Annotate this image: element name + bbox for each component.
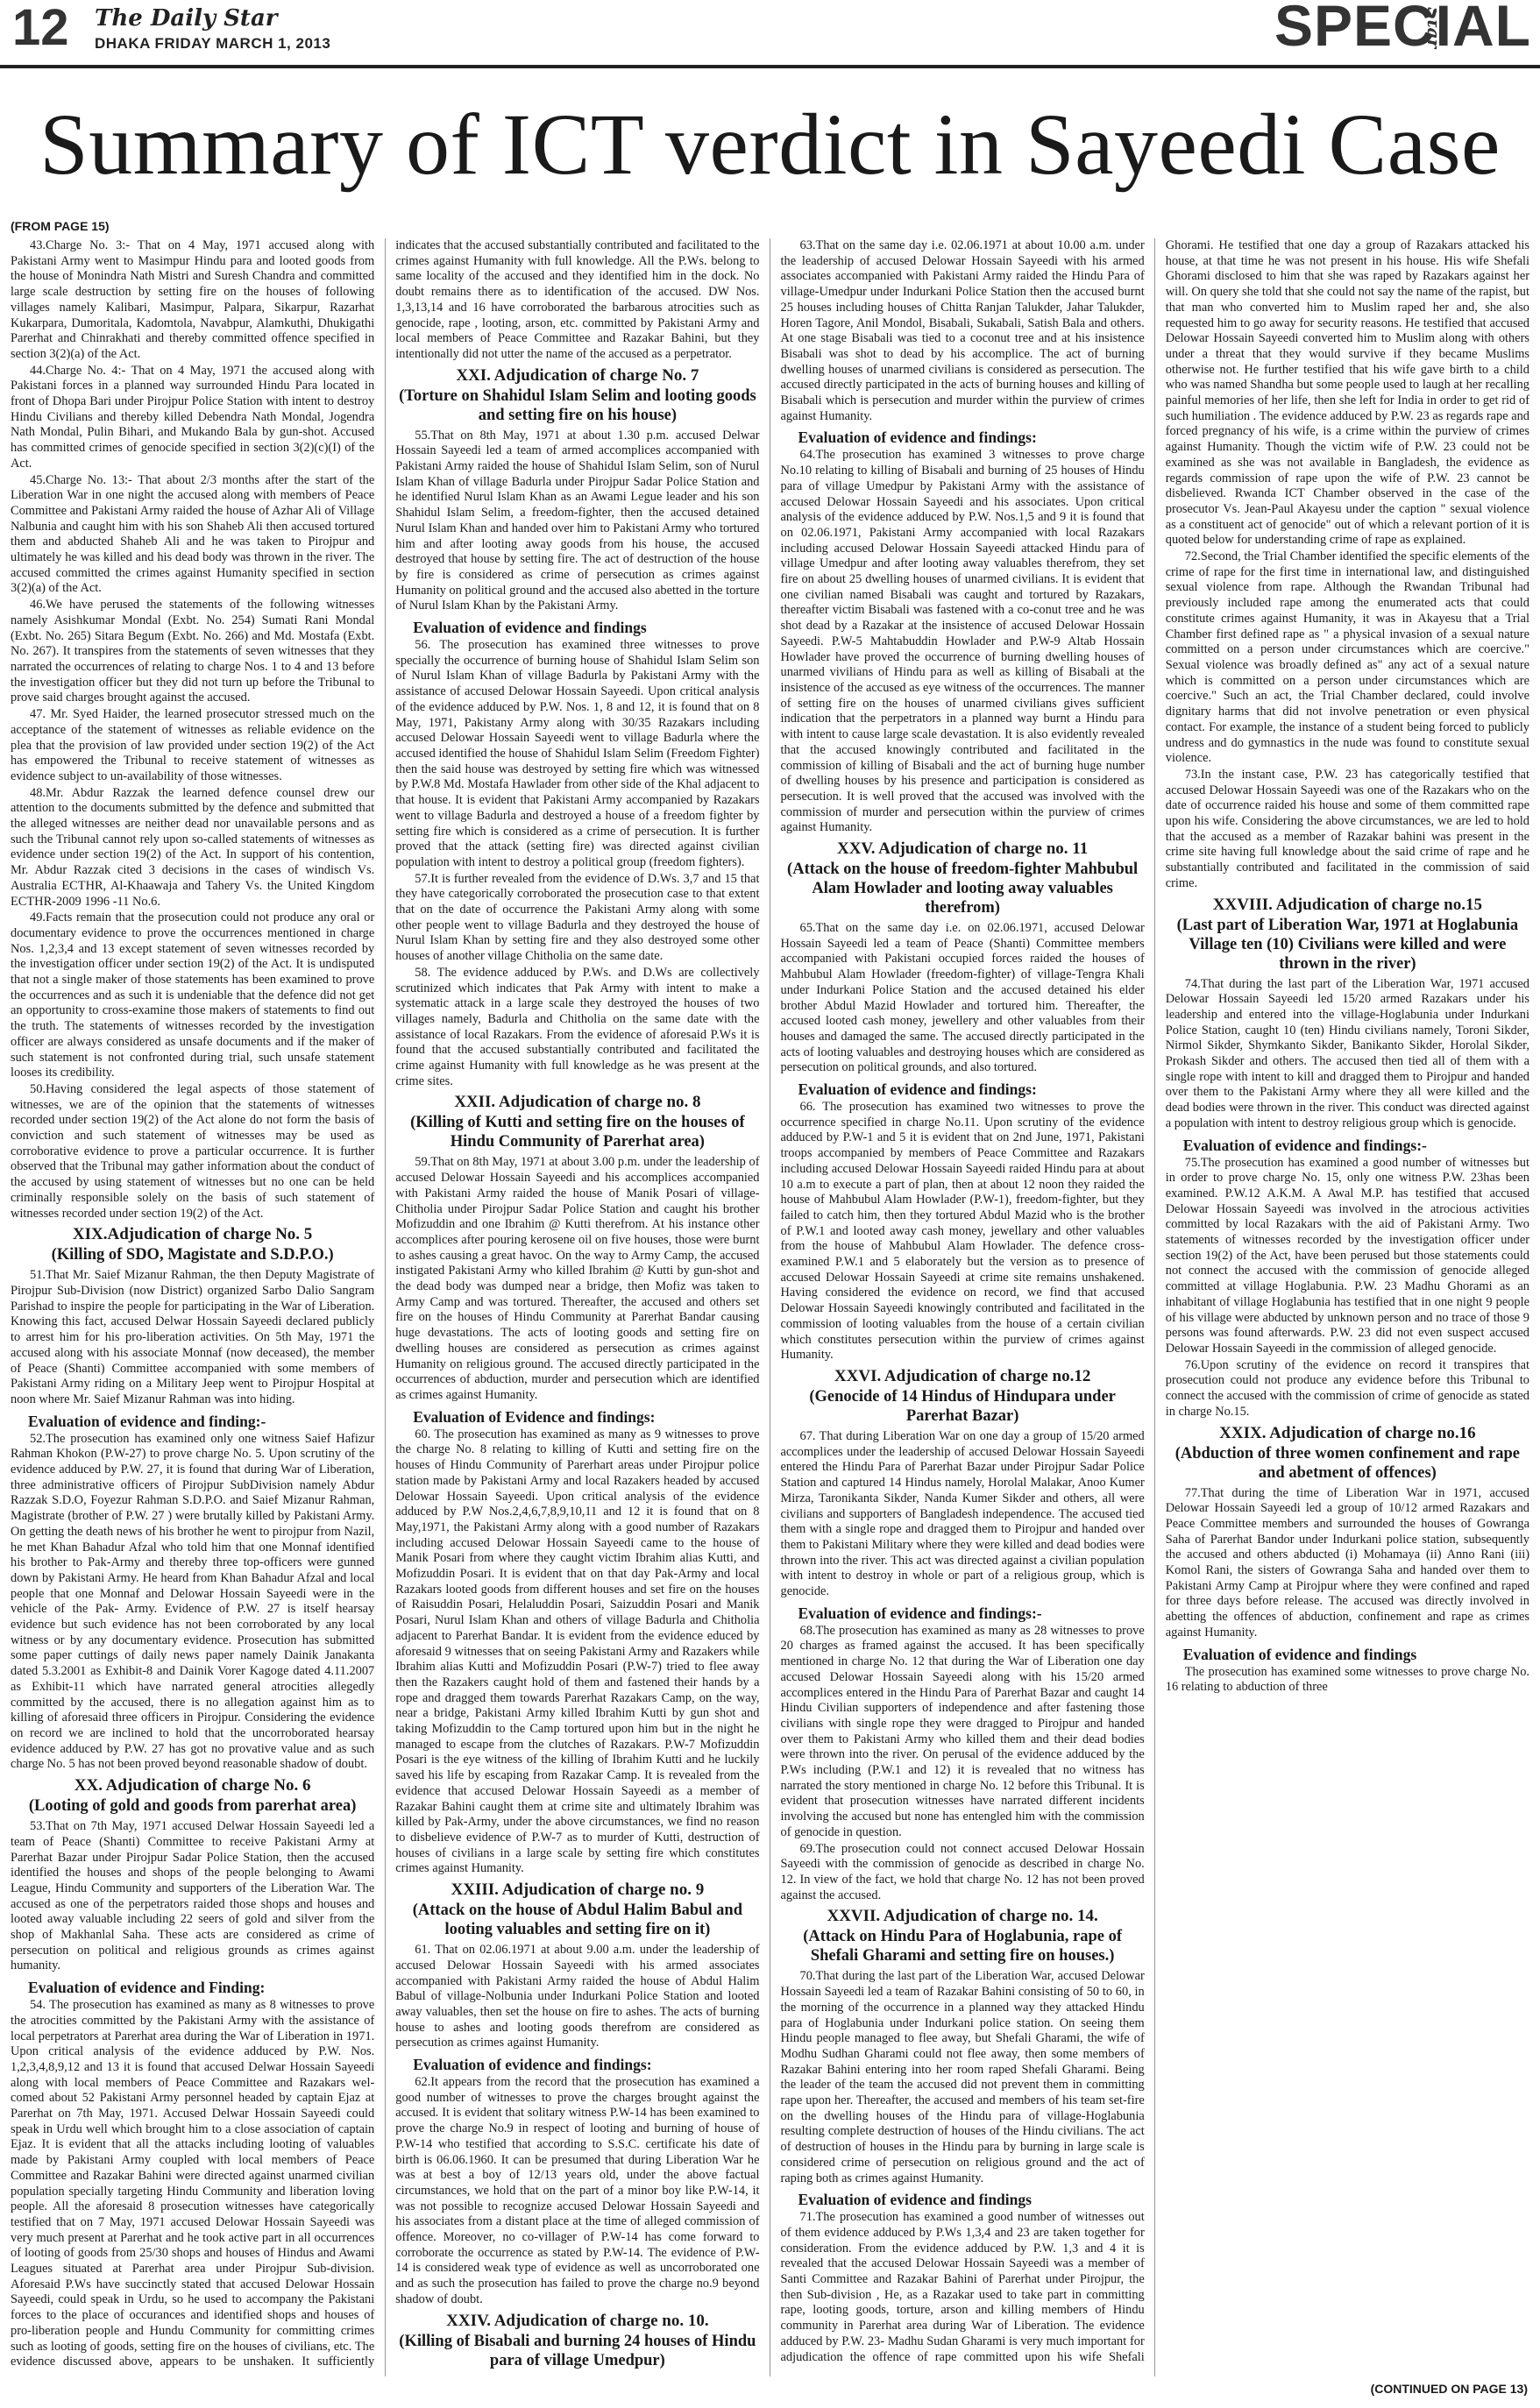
from-page-note: (FROM PAGE 15)	[11, 219, 110, 233]
paragraph: 58. The evidence adduced by P.Ws. and D.Ws are collectively scrutinized which indicates that Pak Army with intent to make a systematic attack in a large scale they destroyed the houses of two villages namely, Badurla and Chitholia on the same date with the assistance of local Razakars. From the evidence of aforesaid P.Ws it is found that the accused substantially contributed and facilitated the crime against Humanity with full knowledge as he was present at the crime sites.	[395, 965, 760, 1088]
section-heading: XXIII. Adjudication of charge no. 9	[451, 1880, 705, 1900]
paragraph: 64.The prosecution has examined 3 witnesses to prove charge No.10 relating to killing of Bisabali and burning of 25 houses of Hindu para of village Umedpur by Pakistani Army with the assistance of accused Delowar Hossain Sayeedi and his associates. Upon critical analysis of the evidence adduced by P.W. Nos.1,5 and 9 it is found that on 02.06.1971, Pakistani Army accompanied with local Razakars including accused Delowar Hossain Sayeedi attacked Hindu para of village Umedpur and after looting away valuables therefrom, they set fire on about 25 dwelling houses of unarmed civilians. It is evident that one civilian named Bisabali was caught and tortured by Razakars, thereafter victim Bisabali was fastened with a co-conut tree and he was shot dead by a Razakar at the insistence of accused Delowar Hossain Sayeedi. P.W-5 Mahtabuddin Howlader and P.W-9 Altab Hossain Howlader have proved the occurrence of burning dwelling houses of unarmed vivilians of Hindu para as well as killing of Bisabali at the insistence of the accused as eye witness of the occurrences. The manner of setting fire on the houses of unarmed civilians gives sufficient indication that the perpetrators in a planned way burnt a Hindu para with intent to cause large scale devastation. It is also evidently revealed that the accused knowingly contributed and facilitated in the commission of killing of Bisabali and the act of burning huge number of dwelling houses by his presence and participation is considered as persecution. It is well proved that the accused was involved with the commission of murder and persecution within the purview of crimes against Humanity.	[780, 448, 1145, 835]
paragraph: 47. Mr. Syed Haider, the learned prosecutor stressed much on the acceptance of the statement of witnesses as reliable evidence on the plea that the provision of law provided under section 19(2) of the Act has empowered the Tribunal to receive statement of witnesses as evidence subject to un-availability of those witnesses.	[11, 707, 375, 783]
paragraph: 76.Upon scrutiny of the evidence on record it transpires that prosecution could not produce any evidence before this Tribunal to connect the accused with the commission of crime of genocide as stated in charge No.15.	[1165, 1357, 1529, 1419]
paragraph: 70.That during the last part of the Liberation War, accused Delowar Hossain Sayeedi led a team of Razakar Bahini consisting of 50 to 60, in the morning of the occurrence in a planned way they attacked Hindu para of Hoglabunia under Indurkani police station. On seeing them Hindu people managed to flee away, but Shefali Gharami, the wife of Modhu Sudhan Gharami could not flee away, then some members of Razakar Bahini entering into her room raped Shefali Gharami. Being the leader of the team the accused did not prevent them in committing rape upon her. Thereafter, the accused and members of his team set-fire on the dwelling houses of the Hindu para of village-Hoglabunia resulting complete destruction of houses of the Hindu civilians. The act of destruction of houses in the Hindu para by burning in large scale is considered crime of persecution on religious ground and the act of raping both as crimes against Humanity.	[780, 1969, 1145, 2185]
paragraph: 73.In the instant case, P.W. 23 has categorically testified that accused Delowar Hossain Sayeedi was one of the Razakars who on the date of occurrence raided his house and some of them committed rape upon his wife. Considering the above circumstances, we are led to hold that the accused as a member of Razakar bahini was present in the crime site having full knowledge about the said crime of rape and he substantially contributed and facilitated in the commission of said crime.	[1165, 767, 1529, 890]
paragraph: 61. That on 02.06.1971 at about 9.00 a.m. under the leadership of accused Delowar Hossain Sayeedi with his armed associates accompanied with Pakistani Army raided the house of Abdul Halim Babul of village-Nolbunia under Indurkani Police Station and looted away valuables, then set the house on fire to ashes. The acts of burning house to ashes and looting goods therefrom are considered as persecution as crimes against Humanity.	[395, 1943, 760, 2050]
masthead-rule	[0, 65, 1540, 68]
paragraph: 69.The prosecution could not connect accused Delowar Hossain Sayeedi with the commission of genocide as described in charge No. 12. In view of the fact, we hold that charge No. 12 has not been proved against the accused.	[780, 1841, 1145, 1902]
evaluation-heading: Evaluation of evidence and findings:	[798, 428, 1037, 447]
paragraph: 77.That during the time of Liberation War in 1971, accused Delowar Hossain Sayeedi led a group of 10/12 armed Razakars and Peace Committee members and surrounded the houses of Gowranga Saha of Parerhat Bandor under Indurkani police station, subsequently the accused and others abducted (i) Mohamaya (ii) Anno Rani (iii) Komol Rani, the sisters of Gowranga Saha and handed over them to Pakistani Army Camp at Pirojpur where they were confined and raped for three days before release. The accused was directly involved in abetting the offences of abduction, confinement and rape as crimes against Humanity.	[1165, 1485, 1529, 1640]
evaluation-heading: Evaluation of evidence and Finding:	[28, 1979, 266, 1997]
paragraph: 45.Charge No. 13:- That about 2/3 months after the start of the Liberation War in one night the accused along with members of Peace Committee and Pakistani Army raided the house of Azhar Ali of Village Nalbunia and caught him with his son Shaheb Ali then accused tortured them and abducted Shaheb Ali and he was taken to Pirojpur and ultimately he was killed and his dead body was thrown in the river. The accused committed the crimes against Humanity specified in section 3(2)(a) of the Act.	[11, 472, 375, 596]
paragraph: 49.Facts remain that the prosecution could not produce any oral or documentary evidence to prove the occurrences mentioned in charge Nos. 1,2,3,4 and 13 except statement of seven witnesses recorded by the investigation officer under section 19(2) of the Act. It is undisputed that not a single maker of those statements has been examined to prove the occurrences and as such it is undeniable that the defence did not get an opportunity to cross-examine those makers of statements to find out the truth. The statements of witnesses recorded by the investigation officer are always considered as unsafe documents and if the maker of such statement is not confronted during trial, such unsafe statement looses its credibility.	[11, 910, 375, 1080]
paragraph: 44.Charge No. 4:- That on 4 May, 1971 the accused along with Pakistani forces in a planned way surrounded Hindu Para located in front of Dhopa Bari under Pirojpur Police Station with intent to destroy Hindu Civilians and thereby killed Debendra Nath Mondal, Jogendra Nath Mondal, Pulin Bihari, and Mukando Bala by gun-shot. Accused has committed crimes of genocide specified in section 3(2)(c)(I) of the Act.	[11, 363, 375, 471]
page-number: 12	[12, 0, 69, 56]
section-subheading: (Last part of Liberation War, 1971 at Hoglabunia Village ten (10) Civilians were killed and were thrown in the river)	[1176, 916, 1519, 973]
paragraph: 72.Second, the Trial Chamber identified the specific elements of the crime of rape for the first time in international law, and distinguished sexual violence from rape. Although the Rwandan Tribunal had previously included rape among the enumerated acts that could constitute crimes against Humanity, it was in Akayesu that a Trial Chamber first defined rape as " a physical invasion of a sexual nature committed on a person under circumstances which are coercive." Sexual violence was broadly defined as" any act of a sexual nature which is committed on a person under circumstances which are coercive." Such an act, the Trial Chamber declared, could involve dignitary harms that did not involve penetration or even physical contact. For example, the instance of a student being forced to publicly undress and do gymnastics in the nude was found to constitute sexual violence.	[1165, 549, 1529, 766]
evaluation-heading: Evaluation of evidence and findings:	[413, 2056, 652, 2074]
paragraph: 65.That on the same day i.e. on 02.06.1971, accused Delowar Hossain Sayeedi led a team of Peace (Shanti) Committee members accompanied with Pakistani occupied forces raided the houses of Mahbubul Alam Howlader (freedom-fighter) of village-Tengra Khali under Indurkani Police Station and the accused detained his elder brother Abdul Mazid Howlader and tortured him. Thereafter, the accused looted cash money, jewellery and other valuables from their houses and damaged the same. The accused directly participated in the acts of looting valuables and destroying houses which are considered as persecution on political grounds, and also tortured.	[780, 921, 1145, 1075]
paragraph: 62.It appears from the record that the prosecution has examined a good number of witnesses to prove the charges brought against the accused. It is evident that solitary witness P.W-14 has been examined to prove the charge No.9 in respect of looting and burning of house of P.W-14 who testified that according to S.S.C. certificate his date of birth is 06.06.1960. It can be presumed that during Liberation War he was at best a boy of 12/13 years old, under the above factual circumstances, we hold that on the part of a minor boy like P.W-14, it was not possible to recognize accused Delowar Hossain Sayeedi and his associates from a distant place at the time of alleged commission of offence. Moreover, no co-villager of P.W-14 has come forward to corroborate the occurrence as stated by P.W-14. The evidence of P.W-14 is considered weak type of evidence as well as uncorroborated one and as such the prosecution has failed to prove the charge no.9 beyond shadow of doubt.	[395, 2075, 760, 2306]
section-heading: XXV. Adjudication of charge no. 11	[836, 839, 1089, 859]
paragraph: 74.That during the last part of the Liberation War, 1971 accused Delowar Hossain Sayeedi led 15/20 armed Razakars under his leadership and entered into the village-Hoglabunia under Indurkani Police Station, caught 10 (ten) Hindu civilians namely, Toroni Sikder, Nirmol Sikder, Shymkanto Sikder, Banikanto Sikder, Horolal Sikder, Prokash Sikder and others. The accused then tied all of them with a single rope with intent to kill and dragged them to Pirojpur and handed over them to the Pakistani Army where they all were killed and the dead bodies were thrown in the river. This conduct was directed against a population with intent to destroy religious group which is genocide.	[1165, 976, 1529, 1130]
paragraph: 51.That Mr. Saief Mizanur Rahman, the then Deputy Magistrate of Pirojpur Sub-Division (now District) organized Sarbo Dalio Sangram Parishad to inspire the people for participating in the War of Liberation. Knowing this fact, accused Delwar Hossain Sayeedi declared publicly to arrest him for his pro-liberation activities. On 5th May, 1971 the accused along with his associate Monnaf (now deceased), the member of Peace (Shanti) Committee accompanied with some members of Pakistani Army riding on a Military Jeep went to Pirojpur Hospital at noon where Mr. Saief Mizanur Rahman was into hiding.	[11, 1268, 375, 1406]
paragraph: 63.That on the same day i.e. 02.06.1971 at about 10.00 a.m. under the leadership of accused Delowar Hossain Sayeedi with his armed associates accompanied with Pakistani Army raided the Hindu Para of village-Umedpur under Indurkani Police Station then the accused burnt 25 houses including houses of Chitta Ranjan Talukder, Jahar Talukder, Horen Tagore, Anil Mondol, Bisabali, Sukabali, Satish Bala and others. At one stage Bisabali was tied to a coconut tree and at his insistence Bisabali was shot to dead by his accomplice. The act of burning dwelling houses of unarmed civilians is considered as persecution. The accused directly participated in the acts of burning houses and killing of Bisabali which is persecution and murder within the purview of crimes against Humanity.	[780, 238, 1145, 423]
evaluation-heading: Evaluation of Evidence and findings:	[413, 1407, 656, 1426]
continued-note: (CONTINUED ON PAGE 13)	[1370, 2382, 1528, 2396]
paragraph: 53.That on 7th May, 1971 accused Delwar Hossain Sayeedi led a team of Peace (Shanti) Committee to receive Pakistani Army at Parerhat Bazar under Pirojpur Sadar Police Station, then the accused identified the houses and shops of the people belonging to Awami League, Hindu Community and supporters of the Liberation War. The accused as one of the perpetrators raided those shops and houses and looted away valuable including 22 seers of gold and silver from the shop of Makhanlal Saha. These acts are considered as crime of persecution on political and religious grounds as crimes against humanity.	[11, 1819, 375, 1973]
paragraph: 71.The prosecution has examined a good number of witnesses out of them evidence adduced by P.Ws 1,3,4 and 23 are taken together for consideration. From the evidence adduced by P.W. 1,3 and 4 it is revealed that the accused Delowar Hossain Sayeedi was a member of Santi Committee and Razakar Bahini of Parerhat under Pirojpur, the then Sub-division , He, as a Razakar used to take part in committing rape, looting goods, torture, arson and killing members of Hindu community in Parerhat area during War of Liberation. The evidence adduced by P.W. 23- Madhu Sudan Gharami is very much important for adjudication the offence of rape committed upon his wife Shefali Ghorami. He testified that one day a group of Razakars attacked his house, at that time he was not present in his house. His wife Shefali Ghorami disclosed to him that she was raped by Razakars against her will. On query she told that she could not say the name of the rapist, but that man who converted him to Muslim raped her and, she also requested him to go away for security reasons. He testified that accused Delowar Hossain Sayeedi converted him to Muslim along with others under a threat that they would survive if they became Muslims otherwise not. He further testified that his wife gave birth to a child who was named Shandha but some people used to laugh at her recalling painful memories of her life, then she left for India in order to get rid of such humiliation . The evidence adduced by P.W. 23 as regards rape and forced pregnancy of his wife, is a crime within the purview of crimes against Humanity. Though the victim wife of P.W. 23 could not be examined as she was not available in Bangladesh, the evidence as regards commission of rape upon the wife of P.W. 23 cannot be disbelieved. Rwanda ICT Chamber observed in the case of the prosecutor Vs. Jean-Paul Akayesu under the caption " sexual violence as a constituent act of genocide" out of which a relevant portion of it is quoted below for understanding crime of rape as explained.	[780, 238, 1529, 2364]
paragraph: 43.Charge No. 3:- That on 4 May, 1971 accused along with Pakistani Army went to Masimpur Hindu para and looted goods from the house of Monindra Nath Mistri and Suresh Chandra and committed large scale destruction by setting fire on the houses of following villages namely Kalibari, Masimpur, Palpara, Sikarpur, Razarhat Kukarpara, Dumoritala, Kadomtola, Navabpur, Alamkuthi, Dhukigathi Parerhat and Chinrakhati and thereby committed offence specified in section 3(2)(a) of the Act.	[11, 238, 375, 361]
evaluation-heading: Evaluation of evidence and findings	[798, 2191, 1032, 2209]
paragraph: 66. The prosecution has examined two witnesses to prove the occurrence specified in charge No.11. Upon scrutiny of the evidence adduced by P.W-1 and 5 it is evident that on 2nd June, 1971, Pakistani troops accompanied by members of Peace Committee and Razakars including accused Delowar Hossain Sayeedi raided Hindu para at about 10 a.m to execute a part of plan, then at about 12 noon they raided the house of Mahbubul Alam Howlader (P.W-1), freedom-fighter, but they failed to catch him, then they tortured Abdul Mazid who is the brother of P.W.1 and looted away cash money, jewellary and other valuables from the house of Mahbubul Alam Howlader. The defence cross-examined P.W.1 and 5 elaborately but the version as to presence of accused Delowar Hossain Sayeedi at crime site remains unshakened. Having considered the evidence on record, we find that accused Delowar Hossain Sayeedi knowingly contributed and facilitated in the commission of looting valuables from the house of a certain civilian which constitutes persecution within the purview of crimes against Humanity.	[780, 1100, 1145, 1363]
article-body	[11, 238, 1529, 2376]
paragraph: The prosecution has examined some witnesses to prove charge No. 16 relating to abduction of three	[1165, 1664, 1529, 1695]
paragraph: 54. The prosecution has examined as many as 8 witnesses to prove the atrocities committed by the Pakistani Army with the assistance of local perpetrators at Parerhat area during the War of Liberation in 1971. Upon critical analysis of the evidence adduced by P.W. Nos. 1,2,3,4,8,9,12 and 13 it is found that accused Delwar Hossain Sayeedi along with local members of Peace Committee and Razakars wel-comed about 52 Pakistani Army personnel headed by captain Ejaz at Parerhat on 7th May, 1971. Accused Delwar Hossain Sayeedi could speak in Urdu well which brought him to a close association of captain Ejaz. It is evident that all the attacks including looting of valuables made by Pakistani Army coupled with local members of Peace Committee and Razakar Bahini were directed against unarmed civilian population specially targeting Hindu Community and liberation loving people. All the aforesaid 8 prosecution witnesses have categorically testified that on 7 May, 1971 accused Delowar Hossain Sayeedi was very much present at Parerhat and he took active part in all occurrences of looting of goods from 25/30 shops and houses of Hindus and Awami Leagues situated at Parerhat area under Pirojpur Sub-division. Aforesaid P.Ws have succinctly stated that accused Delowar Hossain Sayeedi, could speak in Urdu, so he used to accompany the Pakistani forces to the place of occurances and identified shops and houses of pro-liberation people and Hundu Community for committing crimes such as looting of goods, setting fire on the houses of civilians, etc. The evidence discussed above, appears to be unshaken. It sufficiently indicates that the accused substantially contributed and facilitated to the crimes against Humanity with full knowledge. All the P.Ws. belong to same locality of the accused and they identified him in the dock. No doubt remains there as to identification of the accused. DW Nos. 1,3,13,14 and 16 have corroborated the barbarous atrocities such as genocide, rape , looting, arson, etc. committed by Pakistani Army and local members of Peace Committee and Razakar Bahini, but they intentionally did not utter the name of the accused as a perpetrator.	[11, 238, 760, 2369]
section-subheading: (Genocide of 14 Hindus of Hindupara under Parerhat Bazar)	[809, 1388, 1116, 1425]
paragraph: 67. That during Liberation War on one day a group of 15/20 armed accomplices under the leadership of accused Delowar Hossain Sayeedi entered the Hindu Para of Parerhat Bazar under Pirojpur Sadar Police Station and captured 14 Hindus namely, Horolal Malakar, Anoo Kumer Mirza, Taronikanta Sikder, Nanda Kumer Sikder and others, all were civilians and supporters of Bangladesh independence. The accused tied them with a single rope and dragged them to Pirojpur and handed over them to Pakistani Military where they were killed and dead bodies were thrown into the river. This act was directed against a civilian population with intent to destroy in whole or part of a religious group, which is genocide.	[780, 1429, 1145, 1599]
section-heading: XXVI. Adjudication of charge no.12	[834, 1367, 1091, 1385]
evaluation-heading: Evaluation of evidence and findings	[413, 619, 647, 637]
section-heading: XXI. Adjudication of charge No. 7	[456, 365, 699, 385]
section-heading: XXVII. Adjudication of charge no. 14.	[827, 1907, 1098, 1926]
paragraph: 59.That on 8th May, 1971 at about 3.00 p.m. under the leadership of accused Delowar Hossain Sayeedi and his accomplices accompanied with Pakistani Army raided the house of Manik Posari of village-Chitholia under Pirojpur Sadar Police Station and caught his brother Mofizuddin and one Ibrahim @ Kutti therefrom. At his instance other accomplices after pouring kerosene oil on five houses, those were burnt to ashes causing a great havoc. On the way to Army Camp, the accused instigated Pakistani Army who killed Ibrahim @ Kutti by gun-shot and the dead body was dumped near a bridge, then Mofiz was taken to Army Camp and was tortured. Thereafter, the accused and others set fire on the houses of Hindu Community at Parerhat Bandar causing huge devastations. The acts of looting goods and setting fire on dwelling houses are considered as persecution as crimes against Humanity on religious ground. The accused directly participated in the occurrences of abduction, murder and persecution which are identified as crimes against Humanity.	[395, 1155, 760, 1402]
svg-text:Star: Star	[1423, 7, 1437, 49]
evaluation-heading: Evaluation of evidence and finding:-	[28, 1412, 266, 1430]
dateline: DHAKA FRIDAY MARCH 1, 2013	[95, 35, 331, 52]
paragraph: 56. The prosecution has examined three witnesses to prove specially the occurrence of burning house of Shahidul Islam Selim son of Nurul Islam Khan of village Badurla by Pakistani Army with the assistance of accused Delowar Hossain Sayeedi. Upon critical analysis of the evidence adduced by P.W. Nos. 1, 8 and 12, it is found that on 8 May, 1971, Pakistany Army along with 30/35 Razakars including accused Delowar Hossain Sayeedi went to village Badurla where the accused identified the house of Shahidul Islam Selim (Freedom Fighter) then the said house was destroyed by setting fire which was witnessed by P.W.8 Md. Mostafa Hawlader from other side of the Khal adjacent to that house. It is evident that Pakistani Army accompanied by Razakars went to village Badurla and destroyed a house of a freedom fighter by setting fire which is considered as a crime of persecution. It is further proved that the attack (setting fire) was directed against civilian population with intent to destroy a political group (freedom fighters).	[395, 638, 760, 869]
evaluation-heading: Evaluation of evidence and findings	[1182, 1645, 1417, 1663]
section-heading: XXVIII. Adjudication of charge no.15	[1212, 895, 1482, 914]
section-heading: XX. Adjudication of charge No. 6	[74, 1776, 311, 1795]
evaluation-heading: Evaluation of evidence and findings:-	[1182, 1136, 1427, 1154]
paragraph: 75.The prosecution has examined a good number of witnesses but in order to prove charge No. 15, only one witness P.W. 23has been examined. P.W.12 A.K.M. A Awal M.P. has testified that accused Delowar Hossain Sayeedi was involved in the atrocious activities committed by local Razakars with the aid of Pakistani Army. Two statements of witnesses recorded by the investigation officer under section 19(2) of the Act, have been perused but those statements could not connect the accused with the commission of genocide alleged committed at village Hoglabunia. P.W. 23 Madhu Ghorami as an inhabitant of village Hoglabunia has testified that in one night 9 people of his village were abducted by unknown person and no trace of those 9 persons was found afterwards. P.W. 23 did not even suspect accused Delowar Hossain Sayeedi in the commission of alleged genocide.	[1165, 1155, 1529, 1356]
section-title: SPECIAL	[1274, 0, 1531, 58]
section-heading: XXIV. Adjudication of charge no. 10.	[446, 2311, 709, 2330]
paragraph: 55.That on 8th May, 1971 at about 1.30 p.m. accused Delwar Hossain Sayeedi led a team of armed accomplices accompanied with Pakistani Army raided the house of Shahidul Islam Selim, son of Nurul Islam Khan of village Badurla under Pirojpur Sadar Police Station and he identified Nurul Islam Khan as an Awami Legue leader and his son Shahidul Islam Selim, a freedom-fighter, then the accused detained Nurul Islam Khan and handed over him to Pakistani Army who tortured him and after looting away goods from his house, the accused destroyed that house by setting fire. The act of destruction of the house by fire is considered as crime of persecution as crimes against Humanity on political ground and the accused also abetted in the torture of Nurul Islam Khan by the Pakistani Army.	[395, 428, 760, 613]
evaluation-heading: Evaluation of evidence and findings:	[798, 1080, 1037, 1099]
section-heading: XIX.Adjudication of charge No. 5	[72, 1225, 313, 1244]
section-subheading: (Abduction of three women confinement and rape and abetment of offences)	[1175, 1444, 1521, 1482]
section-subheading: (Killing of Bisabali and burning 24 houses of Hindu para of village Umedpur)	[399, 2332, 756, 2369]
paragraph: 52.The prosecution has examined only one witness Saief Hafizur Rahman Khokon (P.W-27) to prove charge No. 5. Upon scrutiny of the evidence adduced by P.W. 27, it is found that during War of Liberation, three administrative officers of Pirojpur SubDivision namely Abdur Razzak S.D.O, Foyezur Rahman S.D.P.O. and Saief Mizanur Rahman, Magistrate (brother of P.W. 27 ) were brutally killed by Pakistani Army. On getting the death news of his brother he went to pirojpur from Nazil, he met Khan Bahadur Afzal who told him that one Monnaf identified his brother to Pak-Army and thereby three top-officers were gunned down by Pakistani Army. He heard from Khan Bahadur Afzal and local people that one Monnaf and Delowar Hossain Sayeedi were in the vehicle of the Pak- Army. Evidence of P.W. 27 is itself hearsay evidence but such evidence has not been corroborated by any local witness or by any documentary evidence. Prosecution has submitted some paper cuttings of daily news paper namely Dainik Janakanta dated 5.3.2001 as Exhibit-8 and Dainik Vorer Kagoge dated 4.11.2007 as Exhibit-11 which have narrated general atrocities allegedly committed by the accused, there is no allegation against him as to killing of aforesaid three officers in Pirojpur. Considering the evidence on record we are inclined to hold that the uncorroborated hearsay evidence adduced by P.W. 27 has got no provative value and as such charge No. 5 has not been proved beyond reasonable shadow of doubt.	[11, 1431, 375, 1772]
paragraph: 50.Having considered the legal aspects of those statement of witnesses, we are of the opinion that the statements of witnesses recorded under section 19(2) of the Act alone do not form the basis of conviction and such statement of witnesses may be used as corroborative evidence to prove a particular occurrence. It is further observed that the Tribunal may gather information about the conduct of the accused by using statement of witnesses but no one can be held criminally responsible solely on the basis of such statement of witnesses recorded under section 19(2) of the Act.	[11, 1081, 375, 1221]
paragraph: 46.We have perused the statements of the following witnesses namely Asishkumar Mondal (Exbt. No. 254) Sumati Rani Mondal (Exbt. No. 265) Sitara Begum (Exbt. No. 266) and Md. Mostafa (Exbt. No. 267). It transpires from the statements of seven witnesses that they narrated the occurrences of relating to charge Nos. 1 to 4 and 13 before the investigation officer but they did not turn up before the Tribunal to prove said charges brought against the accused.	[11, 598, 375, 705]
paragraph: 68.The prosecution has examined as many as 28 witnesses to prove 20 charges as framed against the accused. It has been specifically mentioned in charge No. 12 that during the War of Liberation one day accused Delowar Hossain Sayeedi along with his 15/20 armed accomplices entered in the Hindu Para of Parerhat Bazar and caught 14 Hindu Civilian supporters of independence and after fastening those civilians with single rope they were dragged to Pirojpur and handed over them to Pakistani Army who killed them and their dead bodies were thrown into the river. On perusal of the evidence adduced by the P.Ws including (P.W.1 and 12) it is revealed that no witness has narrated the story mentioned in charge No. 12 before this Tribunal. It is evident that prosecution witnesses have narrated different incidents involving the accused but none has entengled him with the commission of genocide in question.	[780, 1623, 1145, 1839]
section-subheading: (Killing of SDO, Magistate and S.D.P.O.)	[51, 1246, 334, 1264]
paragraph: 60. The prosecution has examined as many as 9 witnesses to prove the charge No. 8 relating to killing of Kutti and setting fire on the houses of Hindu Community of Parerhart areas under Pirojpur police station made by Pakistani Army and local Razakers headed by accused Delowar Hossain Sayeedi. Upon critical analysis of the evidence adduced by P.W Nos.2,4,6,7,8,9,10,11 and 12 it is found that on 8 May,1971, the Pakistani Army along with a good number of Razakars including accused Delowar Hossain Sayeedi came to the house of Manik Posari from where they caught victim Ibrahim alias Kutti, and Mofizuddin Posari. It is evident that on that day Pak-Army and local Razakars looted goods from different houses and set fire on the houses of Raisuddin Posari, Helaluddin Posari, Saizuddin Posari and Manik Posari, Nurul Islam Khan and others of village Badurla and Chitholia adjacent to Parerhat Bandar. It is evident from the evidence educed by aforesaid 9 witnesses that on seeing Pakistani Army and Razakers while Ibrahim alias Kutti and Mofizuddin Posari (P.W-7) tried to flee away then the Razakers caught hold of them and fastened their hands by a rope and dragged them towards Parerhat Razakars Camp, on the way, near a bridge, Pakistani Army killed Ibrahim Kutti by gun shot and taking Mofizuddin to the Camp tortured upon him but in the night he managed to escape from the clutches of Razakars. P.W-7 Mofizuddin Posari is the eye witness of the killing of Ibrahim Kutti and he luckily saved his life by escaping from Razakar Camp. It is revealed from the evidence that accused Delowar Hossain Sayeedi as a member of Razakar Bahini caught them at crime site and ultimately Ibrahim was killed by Pak-Army, under the above circumstances, we find no reason to disbelieve evidence of P.W-7 as to murder of Kutti, destruction of houses of civilians in a large scale by setting fire which constitutes crimes against Humanity.	[395, 1427, 760, 1876]
section-heading: XXII. Adjudication of charge no. 8	[454, 1093, 701, 1112]
section-subheading: (Attack on the house of Abdul Halim Babul and looting valuables and setting fire on it)	[412, 1902, 742, 1939]
headline: Summary of ICT verdict in Sayeedi Case	[39, 96, 1501, 193]
paragraph: 57.It is further revealed from the evidence of D.Ws. 3,7 and 15 that they have categorically corroborated the prosecution case to that extent that on the date of occurrence the Pakistani Army along with some other people went to village Badurla and they destroyed the house of Nurul Islam Khan by setting fire and they also destroyed some other houses of another village Chitholia on the same date.	[395, 871, 760, 964]
paragraph: 48.Mr. Abdur Razzak the learned defence counsel drew our attention to the documents submitted by the defence and submitted that the alleged witnesses are neither dead nor unavailable persons and as such the Tribunal cannot rely upon so-called statements of witnesses as evidence under section 19(2) of the Act. In support of his contention, Mr. Abdur Razzak cited 3 decisions in the cases of windisch Vs. Australia ECTHR, Al-Khaawaja and Tahery Vs. the United Kingdom ECTHR-2009 1996 -11 No.6.	[11, 785, 375, 909]
section-subheading: (Looting of gold and goods from parerhat area)	[28, 1797, 357, 1816]
section-subheading: (Attack on the house of freedom-fighter Mahbubul Alam Howlader and looting away valuables therefrom)	[787, 861, 1139, 917]
section-subheading: (Torture on Shahidul Islam Selim and looting goods and setting fire on his house)	[399, 386, 756, 424]
section-subheading: (Attack on Hindu Para of Hoglabunia, rape of Shefali Gharami and setting fire on houses.)	[803, 1928, 1123, 1965]
evaluation-heading: Evaluation of evidence and findings:-	[798, 1604, 1042, 1622]
section-subheading: (Killing of Kutti and setting fire on the houses of Hindu Community of Parerhat area)	[410, 1114, 745, 1151]
paper-name: The Daily Star	[95, 5, 278, 32]
masthead	[0, 0, 1540, 68]
section-heading: XXIX. Adjudication of charge no.16	[1219, 1423, 1476, 1442]
